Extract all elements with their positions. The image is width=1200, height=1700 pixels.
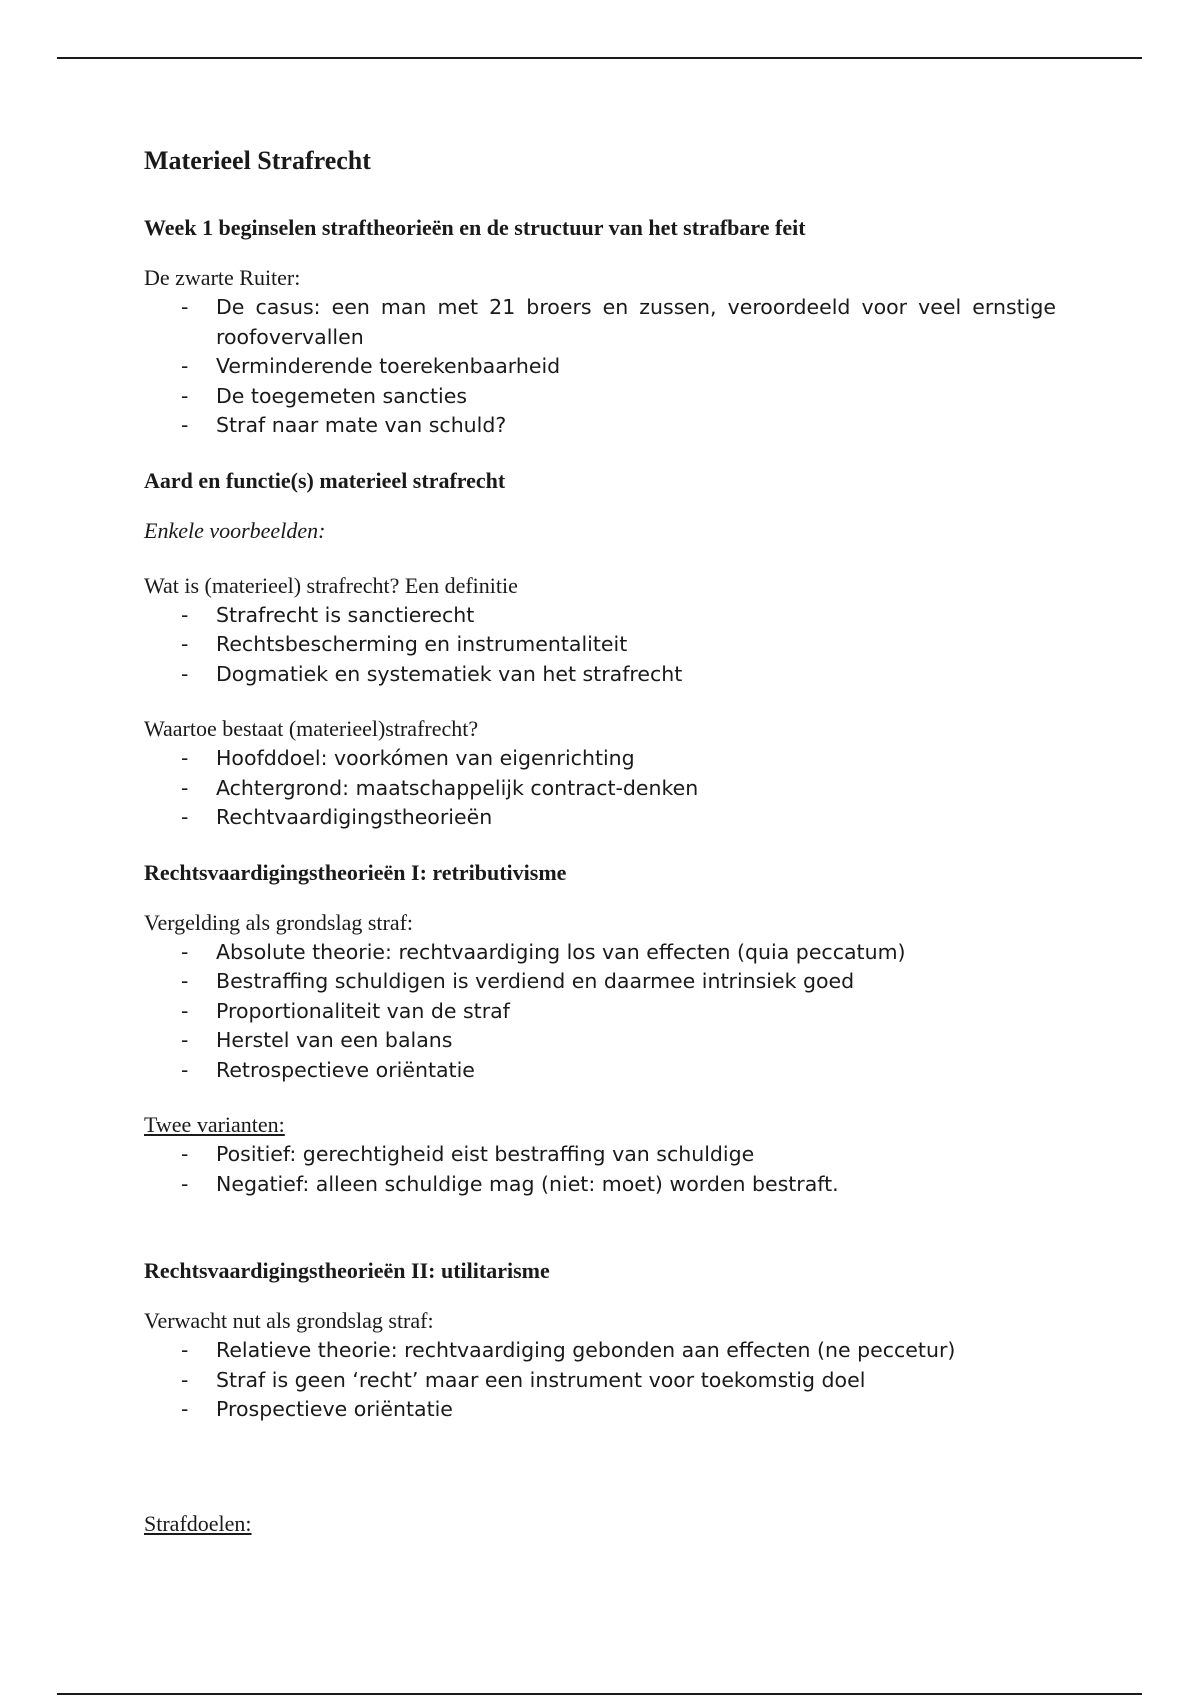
strafdoelen-label: Strafdoelen:	[144, 1510, 252, 1536]
list-item: - Verminderende toerekenbaarheid	[144, 352, 1056, 382]
list-item: - Dogmatiek en systematiek van het strafrecht	[144, 660, 1056, 690]
list-item: - Prospectieve oriëntatie	[144, 1395, 1056, 1425]
document-page	[144, 142, 1056, 1539]
list-item: - Rechtsbescherming en instrumentaliteit	[144, 630, 1056, 660]
document-title: Materieel Strafrecht	[144, 146, 371, 175]
aard-heading: Aard en functie(s) materieel strafrecht	[144, 467, 506, 493]
utilitarisme-intro: Verwacht nut als grondslag straf:	[144, 1308, 434, 1333]
page-bottom-rule	[57, 1693, 1142, 1695]
list-item: - Herstel van een balans	[144, 1026, 1056, 1056]
list-item: - De toegemeten sancties	[144, 382, 1056, 412]
zwarte-ruiter-list	[144, 293, 1056, 441]
list-item: - Hoofddoel: voorkómen van eigenrichting	[144, 744, 1056, 774]
list-item: - Relatieve theorie: rechtvaardiging gebonden aan effecten (ne peccetur)	[144, 1336, 1056, 1366]
list-item: - Negatief: alleen schuldige mag (niet: moet) worden bestraft.	[144, 1170, 1056, 1200]
list-item: - Straf naar mate van schuld?	[144, 411, 1056, 441]
list-item: - Absolute theorie: rechtvaardiging los van effecten (quia peccatum)	[144, 938, 1056, 968]
week-heading: Week 1 beginselen straftheorieën en de structuur van het strafbare feit	[144, 215, 806, 240]
purpose-list	[144, 744, 1056, 833]
definition-intro: Wat is (materieel) strafrecht? Een definitie	[144, 572, 518, 598]
variants-list	[144, 1140, 1056, 1199]
purpose-intro: Waartoe bestaat (materieel)strafrecht?	[144, 716, 479, 741]
variants-label: Twee varianten:	[144, 1112, 285, 1137]
retributivisme-heading: Rechtsvaardigingstheorieën I: retributivisme	[144, 859, 567, 885]
list-item: - De casus: een man met 21 broers en zussen, veroordeeld voor veel ernstige roofovervallen	[144, 293, 1056, 352]
utilitarisme-heading: Rechtsvaardigingstheorieën II: utilitarisme	[144, 1258, 550, 1283]
list-item: - Rechtvaardigingstheorieën	[144, 803, 1056, 833]
list-item: - Positief: gerechtigheid eist bestraffing van schuldige	[144, 1140, 1056, 1170]
retributivisme-list	[144, 938, 1056, 1086]
zwarte-ruiter-intro: De zwarte Ruiter:	[144, 265, 301, 290]
utilitarisme-list	[144, 1336, 1056, 1425]
examples-label: Enkele voorbeelden:	[144, 517, 326, 543]
list-item: - Achtergrond: maatschappelijk contract-denken	[144, 774, 1056, 804]
list-item: - Proportionaliteit van de straf	[144, 997, 1056, 1027]
list-item: - Straf is geen ‘recht’ maar een instrument voor toekomstig doel	[144, 1366, 1056, 1396]
list-item: - Strafrecht is sanctierecht	[144, 601, 1056, 631]
list-item: - Bestraffing schuldigen is verdiend en daarmee intrinsiek goed	[144, 967, 1056, 997]
definition-list	[144, 601, 1056, 690]
page-top-rule	[57, 57, 1142, 59]
retributivisme-intro: Vergelding als grondslag straf:	[144, 909, 414, 935]
list-item: - Retrospectieve oriëntatie	[144, 1056, 1056, 1086]
